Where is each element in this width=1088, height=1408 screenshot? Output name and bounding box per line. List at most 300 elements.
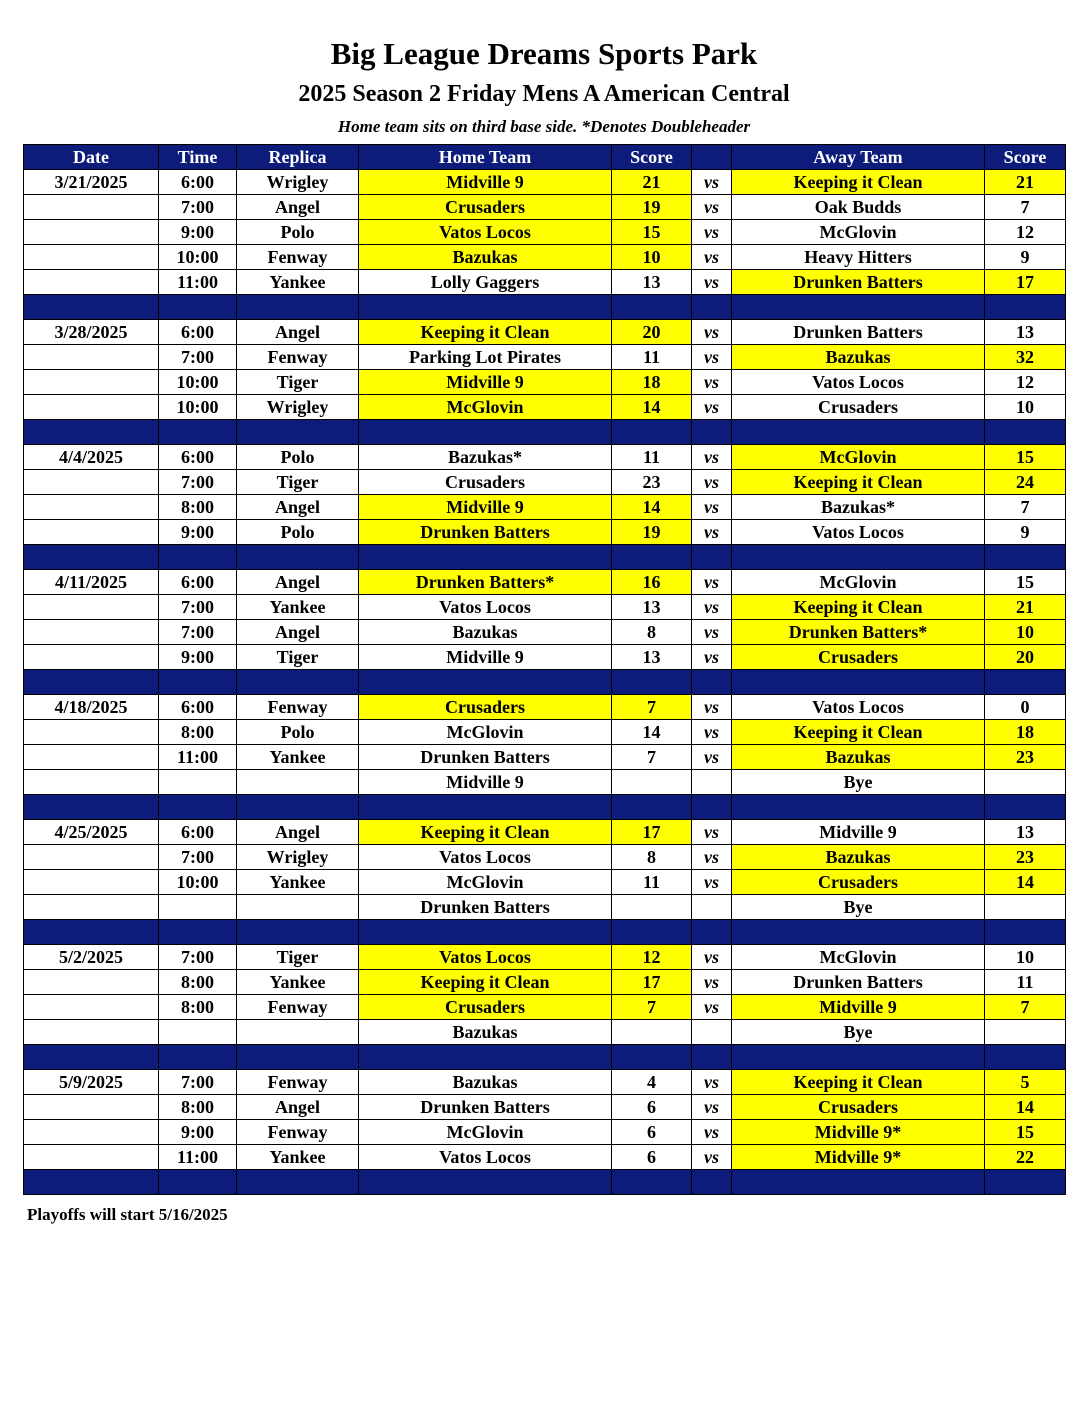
separator-cell	[24, 420, 159, 445]
away-score: 5	[985, 1070, 1066, 1095]
game-time: 7:00	[159, 1070, 237, 1095]
away-score: 7	[985, 995, 1066, 1020]
column-header-home-score: Score	[612, 145, 692, 170]
vs-label	[692, 770, 732, 795]
home-score: 6	[612, 1120, 692, 1145]
home-team: Crusaders	[359, 995, 612, 1020]
separator-cell	[237, 920, 359, 945]
separator-cell	[237, 295, 359, 320]
separator-cell	[24, 545, 159, 570]
separator-cell	[159, 670, 237, 695]
game-date	[24, 245, 159, 270]
game-date	[24, 470, 159, 495]
game-date	[24, 745, 159, 770]
separator-cell	[24, 670, 159, 695]
away-team: Crusaders	[732, 1095, 985, 1120]
vs-label: vs	[692, 270, 732, 295]
home-team: Bazukas	[359, 620, 612, 645]
game-date	[24, 995, 159, 1020]
game-replica: Yankee	[237, 745, 359, 770]
separator-cell	[359, 295, 612, 320]
away-team: Bazukas	[732, 745, 985, 770]
game-time: 10:00	[159, 870, 237, 895]
home-team: McGlovin	[359, 870, 612, 895]
home-score: 15	[612, 220, 692, 245]
separator-cell	[159, 1170, 237, 1195]
home-score: 18	[612, 370, 692, 395]
home-score: 11	[612, 345, 692, 370]
away-score: 11	[985, 970, 1066, 995]
home-score: 6	[612, 1145, 692, 1170]
separator-cell	[24, 795, 159, 820]
game-date: 5/9/2025	[24, 1070, 159, 1095]
game-time: 6:00	[159, 320, 237, 345]
game-replica: Angel	[237, 820, 359, 845]
game-date: 4/18/2025	[24, 695, 159, 720]
separator-cell	[359, 920, 612, 945]
game-date	[24, 395, 159, 420]
separator-cell	[732, 1170, 985, 1195]
table-row	[24, 395, 1066, 420]
away-team: McGlovin	[732, 445, 985, 470]
table-row	[24, 445, 1066, 470]
vs-label: vs	[692, 195, 732, 220]
vs-label: vs	[692, 945, 732, 970]
separator-cell	[237, 1045, 359, 1070]
game-replica: Tiger	[237, 645, 359, 670]
vs-label: vs	[692, 520, 732, 545]
vs-label: vs	[692, 820, 732, 845]
vs-label: vs	[692, 495, 732, 520]
game-replica: Yankee	[237, 870, 359, 895]
table-row	[24, 245, 1066, 270]
column-header-time: Time	[159, 145, 237, 170]
separator-cell	[24, 1170, 159, 1195]
home-score: 20	[612, 320, 692, 345]
game-time: 9:00	[159, 1120, 237, 1145]
game-time	[159, 895, 237, 920]
game-replica: Yankee	[237, 595, 359, 620]
game-replica: Fenway	[237, 245, 359, 270]
game-replica: Yankee	[237, 1145, 359, 1170]
away-score: 7	[985, 195, 1066, 220]
separator-cell	[612, 795, 692, 820]
game-date	[24, 220, 159, 245]
table-row	[24, 1095, 1066, 1120]
away-team: Drunken Batters	[732, 320, 985, 345]
away-team: Midville 9*	[732, 1120, 985, 1145]
away-score: 21	[985, 595, 1066, 620]
away-team: Bye	[732, 895, 985, 920]
away-team: McGlovin	[732, 570, 985, 595]
separator-cell	[159, 1045, 237, 1070]
away-score	[985, 895, 1066, 920]
away-score: 15	[985, 445, 1066, 470]
separator-cell	[732, 420, 985, 445]
away-team: Crusaders	[732, 395, 985, 420]
week-separator-row	[24, 545, 1066, 570]
away-team: Vatos Locos	[732, 695, 985, 720]
away-score: 15	[985, 1120, 1066, 1145]
game-time: 8:00	[159, 995, 237, 1020]
game-date	[24, 1120, 159, 1145]
home-team: Vatos Locos	[359, 220, 612, 245]
home-score	[612, 1020, 692, 1045]
game-time: 7:00	[159, 945, 237, 970]
vs-label: vs	[692, 245, 732, 270]
home-score: 10	[612, 245, 692, 270]
table-row	[24, 945, 1066, 970]
week-separator-row	[24, 920, 1066, 945]
table-row	[24, 470, 1066, 495]
game-replica: Angel	[237, 495, 359, 520]
game-replica: Polo	[237, 720, 359, 745]
away-team: Bazukas	[732, 345, 985, 370]
away-score: 18	[985, 720, 1066, 745]
away-score: 10	[985, 620, 1066, 645]
separator-cell	[359, 795, 612, 820]
game-time: 6:00	[159, 570, 237, 595]
away-score: 12	[985, 370, 1066, 395]
page-title: Big League Dreams Sports Park	[330, 36, 758, 71]
game-date	[24, 895, 159, 920]
home-score: 8	[612, 620, 692, 645]
game-time: 10:00	[159, 395, 237, 420]
away-team: Drunken Batters	[732, 970, 985, 995]
game-time: 10:00	[159, 370, 237, 395]
home-score: 13	[612, 595, 692, 620]
game-replica: Fenway	[237, 1120, 359, 1145]
away-team: Midville 9*	[732, 1145, 985, 1170]
game-date	[24, 870, 159, 895]
game-date: 5/2/2025	[24, 945, 159, 970]
home-team: Vatos Locos	[359, 845, 612, 870]
separator-cell	[612, 545, 692, 570]
home-team: Midville 9	[359, 170, 612, 195]
game-replica: Yankee	[237, 970, 359, 995]
table-row	[24, 995, 1066, 1020]
week-separator-row	[24, 420, 1066, 445]
table-row	[24, 495, 1066, 520]
separator-cell	[692, 920, 732, 945]
vs-label	[692, 895, 732, 920]
home-team: Lolly Gaggers	[359, 270, 612, 295]
game-replica: Wrigley	[237, 170, 359, 195]
vs-label: vs	[692, 1095, 732, 1120]
home-score: 13	[612, 270, 692, 295]
separator-cell	[692, 670, 732, 695]
home-team: Midville 9	[359, 645, 612, 670]
away-team: Keeping it Clean	[732, 470, 985, 495]
column-header-away-team: Away Team	[732, 145, 985, 170]
away-score: 9	[985, 520, 1066, 545]
game-time: 6:00	[159, 820, 237, 845]
away-score: 10	[985, 945, 1066, 970]
schedule-table	[23, 144, 1066, 1195]
game-replica: Fenway	[237, 695, 359, 720]
game-time	[159, 770, 237, 795]
game-time: 7:00	[159, 620, 237, 645]
game-time: 6:00	[159, 170, 237, 195]
away-team: Bye	[732, 1020, 985, 1045]
game-date: 4/11/2025	[24, 570, 159, 595]
game-time: 8:00	[159, 1095, 237, 1120]
page-subtitle: 2025 Season 2 Friday Mens A American Central	[298, 81, 790, 107]
separator-cell	[985, 670, 1066, 695]
vs-label: vs	[692, 220, 732, 245]
away-score: 7	[985, 495, 1066, 520]
table-row	[24, 745, 1066, 770]
home-team: McGlovin	[359, 1120, 612, 1145]
vs-label: vs	[692, 320, 732, 345]
table-row	[24, 845, 1066, 870]
away-score: 13	[985, 320, 1066, 345]
away-team: McGlovin	[732, 945, 985, 970]
game-time: 6:00	[159, 695, 237, 720]
game-replica: Angel	[237, 1095, 359, 1120]
separator-cell	[692, 420, 732, 445]
game-replica: Fenway	[237, 1070, 359, 1095]
home-score: 7	[612, 695, 692, 720]
vs-label: vs	[692, 1120, 732, 1145]
home-score: 23	[612, 470, 692, 495]
away-score	[985, 770, 1066, 795]
week-separator-row	[24, 670, 1066, 695]
game-replica: Polo	[237, 220, 359, 245]
home-score: 6	[612, 1095, 692, 1120]
home-team: Bazukas	[359, 1020, 612, 1045]
separator-cell	[24, 295, 159, 320]
home-team: Crusaders	[359, 470, 612, 495]
game-time: 11:00	[159, 745, 237, 770]
table-row	[24, 320, 1066, 345]
game-replica	[237, 770, 359, 795]
home-score: 12	[612, 945, 692, 970]
separator-cell	[985, 1045, 1066, 1070]
home-team: Drunken Batters	[359, 520, 612, 545]
game-time: 7:00	[159, 470, 237, 495]
away-team: Oak Budds	[732, 195, 985, 220]
home-team: Midville 9	[359, 495, 612, 520]
game-date: 3/28/2025	[24, 320, 159, 345]
home-team: Keeping it Clean	[359, 320, 612, 345]
home-team: Vatos Locos	[359, 1145, 612, 1170]
home-team: Drunken Batters	[359, 1095, 612, 1120]
table-row	[24, 620, 1066, 645]
separator-cell	[692, 795, 732, 820]
home-team: Midville 9	[359, 370, 612, 395]
separator-cell	[732, 670, 985, 695]
vs-label: vs	[692, 645, 732, 670]
table-row	[24, 970, 1066, 995]
separator-cell	[985, 920, 1066, 945]
table-row	[24, 1120, 1066, 1145]
game-date	[24, 270, 159, 295]
table-row	[24, 170, 1066, 195]
home-score: 17	[612, 820, 692, 845]
away-score: 21	[985, 170, 1066, 195]
separator-cell	[692, 1045, 732, 1070]
away-team: Bazukas	[732, 845, 985, 870]
separator-cell	[24, 920, 159, 945]
away-team: McGlovin	[732, 220, 985, 245]
game-date: 4/4/2025	[24, 445, 159, 470]
home-team: Keeping it Clean	[359, 970, 612, 995]
game-time: 9:00	[159, 520, 237, 545]
separator-cell	[359, 420, 612, 445]
column-header-replica: Replica	[237, 145, 359, 170]
away-score: 12	[985, 220, 1066, 245]
table-row	[24, 820, 1066, 845]
separator-cell	[612, 295, 692, 320]
home-score: 19	[612, 520, 692, 545]
separator-cell	[985, 795, 1066, 820]
game-replica: Wrigley	[237, 395, 359, 420]
game-time: 8:00	[159, 495, 237, 520]
away-team: Drunken Batters	[732, 270, 985, 295]
away-team: Midville 9	[732, 820, 985, 845]
game-date	[24, 520, 159, 545]
separator-cell	[159, 545, 237, 570]
vs-label: vs	[692, 995, 732, 1020]
away-score: 17	[985, 270, 1066, 295]
vs-label	[692, 1020, 732, 1045]
table-row	[24, 695, 1066, 720]
game-replica: Angel	[237, 570, 359, 595]
game-replica	[237, 1020, 359, 1045]
home-team: Midville 9	[359, 770, 612, 795]
game-replica: Yankee	[237, 270, 359, 295]
away-team: Crusaders	[732, 645, 985, 670]
separator-cell	[159, 795, 237, 820]
game-time: 11:00	[159, 270, 237, 295]
separator-cell	[159, 920, 237, 945]
week-separator-row	[24, 1170, 1066, 1195]
home-team: Drunken Batters*	[359, 570, 612, 595]
game-time: 9:00	[159, 645, 237, 670]
table-row	[24, 870, 1066, 895]
game-time: 7:00	[159, 195, 237, 220]
away-team: Keeping it Clean	[732, 170, 985, 195]
home-score: 21	[612, 170, 692, 195]
game-date	[24, 645, 159, 670]
game-time: 8:00	[159, 720, 237, 745]
vs-label: vs	[692, 845, 732, 870]
separator-cell	[359, 545, 612, 570]
game-date: 4/25/2025	[24, 820, 159, 845]
home-score: 14	[612, 495, 692, 520]
separator-cell	[985, 420, 1066, 445]
header-note: Home team sits on third base side. *Denotes Doubleheader	[337, 117, 751, 136]
game-date	[24, 620, 159, 645]
away-score: 14	[985, 1095, 1066, 1120]
separator-cell	[159, 295, 237, 320]
game-date	[24, 595, 159, 620]
separator-cell	[985, 545, 1066, 570]
game-time: 8:00	[159, 970, 237, 995]
game-date	[24, 495, 159, 520]
vs-label: vs	[692, 470, 732, 495]
game-date	[24, 370, 159, 395]
away-team: Midville 9	[732, 995, 985, 1020]
home-team: Crusaders	[359, 195, 612, 220]
home-score: 8	[612, 845, 692, 870]
away-team: Bye	[732, 770, 985, 795]
separator-cell	[612, 1170, 692, 1195]
game-date	[24, 345, 159, 370]
separator-cell	[612, 1045, 692, 1070]
home-team: Bazukas*	[359, 445, 612, 470]
separator-cell	[692, 545, 732, 570]
home-score: 14	[612, 395, 692, 420]
week-separator-row	[24, 795, 1066, 820]
separator-cell	[24, 1045, 159, 1070]
game-replica: Fenway	[237, 345, 359, 370]
column-header-home-team: Home Team	[359, 145, 612, 170]
game-date	[24, 195, 159, 220]
game-date	[24, 970, 159, 995]
away-team: Keeping it Clean	[732, 595, 985, 620]
game-time: 7:00	[159, 845, 237, 870]
separator-cell	[692, 1170, 732, 1195]
home-team: Drunken Batters	[359, 745, 612, 770]
separator-cell	[237, 1170, 359, 1195]
separator-cell	[612, 420, 692, 445]
separator-cell	[732, 295, 985, 320]
separator-cell	[237, 420, 359, 445]
table-row	[24, 770, 1066, 795]
separator-cell	[237, 795, 359, 820]
game-time: 10:00	[159, 245, 237, 270]
game-date	[24, 845, 159, 870]
away-score: 24	[985, 470, 1066, 495]
home-score: 19	[612, 195, 692, 220]
game-replica	[237, 895, 359, 920]
game-time: 9:00	[159, 220, 237, 245]
home-score: 11	[612, 870, 692, 895]
game-replica: Polo	[237, 445, 359, 470]
home-team: Vatos Locos	[359, 945, 612, 970]
away-score: 13	[985, 820, 1066, 845]
away-score: 0	[985, 695, 1066, 720]
footer-note: Playoffs will start 5/16/2025	[27, 1205, 228, 1224]
vs-label: vs	[692, 445, 732, 470]
vs-label: vs	[692, 1070, 732, 1095]
separator-cell	[159, 420, 237, 445]
separator-cell	[359, 1045, 612, 1070]
vs-label: vs	[692, 1145, 732, 1170]
separator-cell	[732, 545, 985, 570]
away-team: Vatos Locos	[732, 370, 985, 395]
away-score: 14	[985, 870, 1066, 895]
home-score	[612, 895, 692, 920]
home-team: Parking Lot Pirates	[359, 345, 612, 370]
table-row	[24, 595, 1066, 620]
vs-label: vs	[692, 745, 732, 770]
away-score: 32	[985, 345, 1066, 370]
home-score	[612, 770, 692, 795]
home-score: 7	[612, 995, 692, 1020]
table-row	[24, 370, 1066, 395]
away-score: 23	[985, 845, 1066, 870]
column-header-date: Date	[24, 145, 159, 170]
header-row	[24, 145, 1066, 170]
table-row	[24, 1070, 1066, 1095]
home-team: Vatos Locos	[359, 595, 612, 620]
table-row	[24, 195, 1066, 220]
separator-cell	[732, 1045, 985, 1070]
away-team: Heavy Hitters	[732, 245, 985, 270]
